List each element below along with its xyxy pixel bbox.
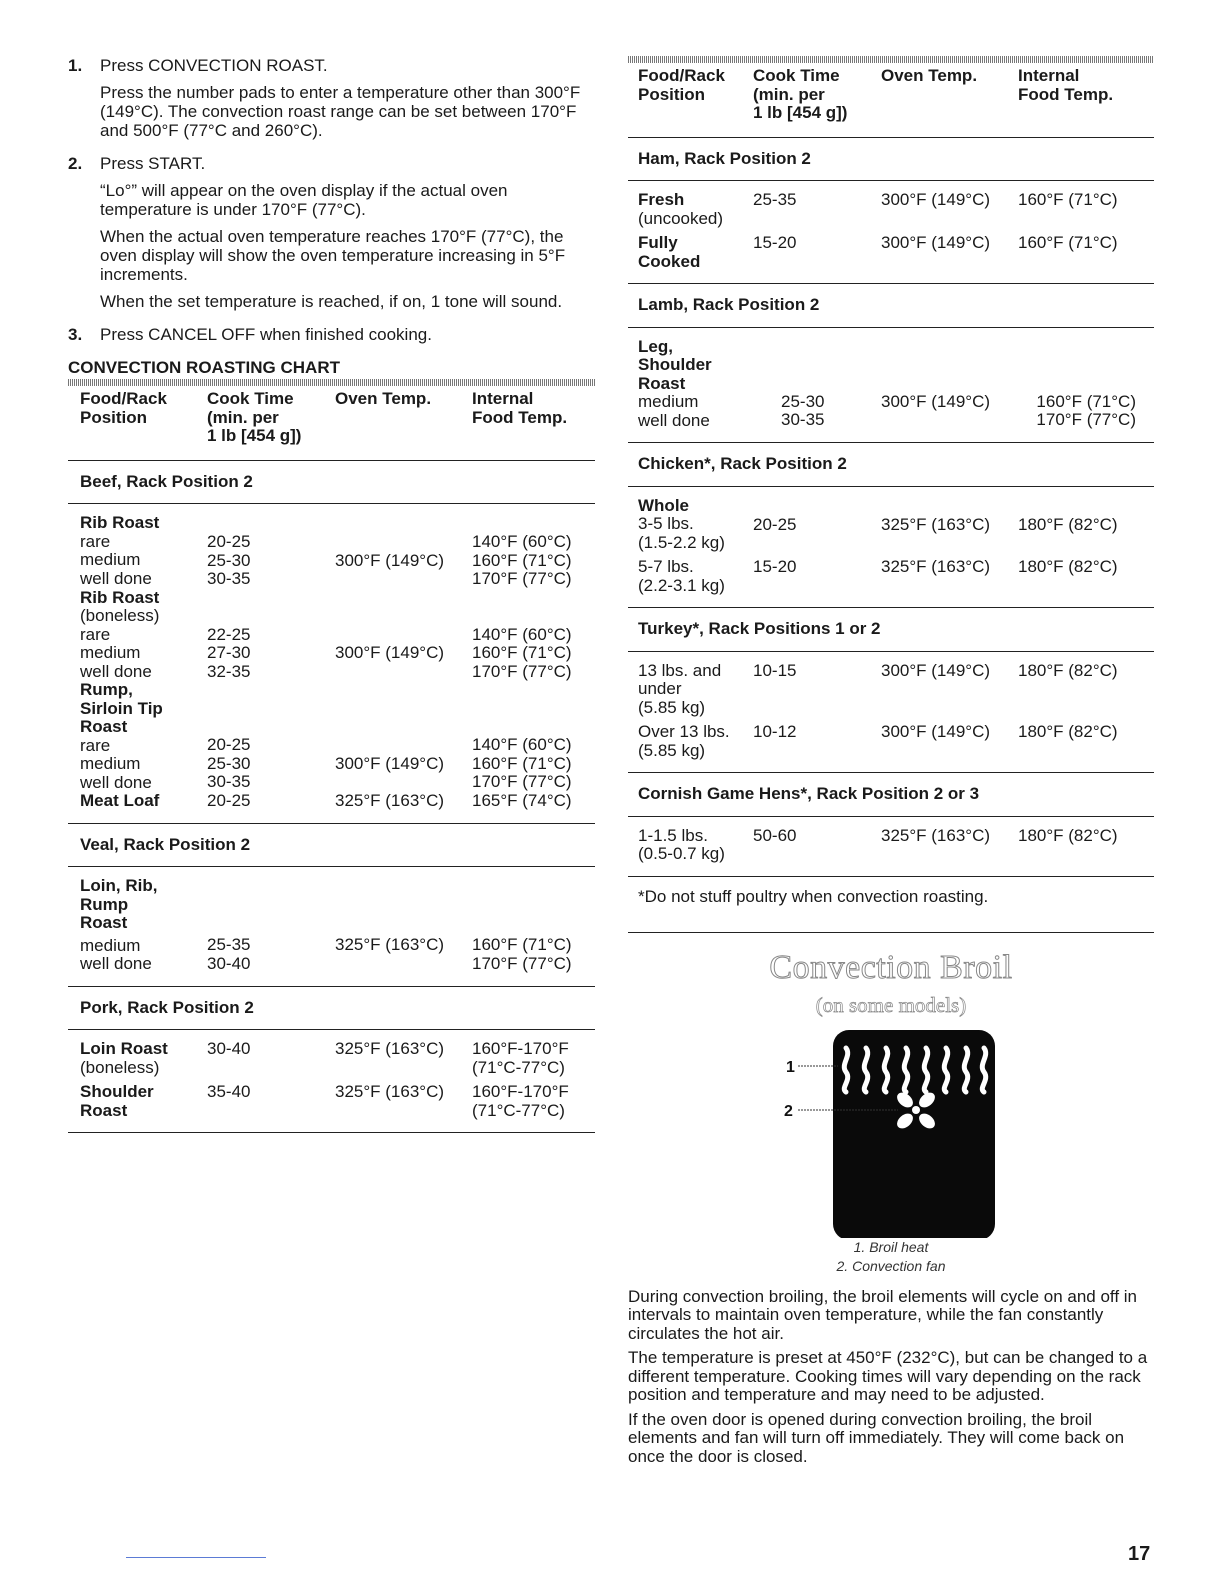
- step-title: Press CONVECTION ROAST.: [100, 56, 328, 75]
- step-item: [68, 325, 595, 352]
- header-food: Food/Rack Position: [628, 63, 753, 137]
- table-row: Meat Loaf 20-25 325°F (163°C) 165°F (74°C): [68, 792, 595, 823]
- step-item: [68, 56, 595, 148]
- table-row: Loin, Rib, Rump Roast medium well done 25-35 30-40 325°F (163°C) 160°F (71°C) 170°F (77°C): [68, 867, 595, 987]
- step-title: Press CANCEL OFF when finished cooking.: [100, 325, 432, 344]
- roasting-table-right: [628, 63, 1154, 877]
- section-veal: Veal, Rack Position 2: [68, 823, 595, 867]
- table-row: 1-1.5 lbs. (0.5-0.7 kg) 50-60 325°F (163°C) 180°F (82°C): [628, 816, 1154, 876]
- oven-cavity-illustration: [628, 1028, 1154, 1238]
- step-number: 2.: [68, 154, 83, 173]
- table-row: Fully Cooked 15-20 300°F (149°C) 160°F (71°C): [628, 228, 1154, 284]
- step-paragraph: When the set temperature is reached, if on, 1 tone will sound.: [100, 292, 563, 311]
- header-oven: Oven Temp.: [881, 63, 1018, 137]
- section-subtitle: (on some models): [815, 992, 967, 1017]
- table-row: Loin Roast (boneless) 30-40 325°F (163°C) 160°F-170°F (71°C-77°C): [80, 1039, 569, 1077]
- section-title: Convection Broil: [769, 948, 1013, 986]
- section-cornish: Cornish Game Hens*, Rack Position 2 or 3: [628, 773, 1154, 817]
- table-header-row: [628, 63, 1154, 137]
- callout-1: 1: [786, 1058, 795, 1076]
- step-number: 3.: [68, 325, 83, 344]
- paragraph: The temperature is preset at 450°F (232°C), but can be changed to a different temperature. Cooking times will vary depending on the rack position and temperature and may need to be adjusted.: [628, 1348, 1148, 1404]
- header-time: Cook Time (min. per 1 lb [454 g]): [207, 386, 335, 460]
- header-internal: Internal Food Temp.: [1018, 63, 1154, 137]
- left-column: [68, 56, 595, 1133]
- section-pork: Pork, Rack Position 2: [68, 986, 595, 1030]
- table-row: Rib Roast (boneless) rare medium well done 22-25 27-30 32-35 300°F (149°C) 140°F (60°C) 160°F (71°C) 170°F (77°C): [80, 587, 572, 681]
- section-chicken: Chicken*, Rack Position 2: [628, 443, 1154, 487]
- step-item: [68, 154, 595, 319]
- table-row: Shoulder Roast 35-40 325°F (163°C) 160°F-170°F (71°C-77°C): [68, 1077, 595, 1133]
- header-oven: Oven Temp.: [335, 386, 472, 460]
- step-paragraph: “Lo°” will appear on the oven display if the actual oven temperature is under 170°F (77°C).: [100, 181, 508, 219]
- table-header-row: [68, 386, 595, 460]
- step-paragraph: Press the number pads to enter a temperature other than 300°F (149°C). The convection roast range can be set between 170°F and 500°F (77°C and 260°C).: [100, 83, 581, 140]
- oven-diagram: [628, 1028, 1154, 1238]
- paragraph: During convection broiling, the broil elements will cycle on and off in intervals to maintain oven temperature, while the fan constantly circulates the hot air.: [628, 1286, 1138, 1343]
- table-row: Fresh (uncooked) 25-35 300°F (149°C) 160°F (71°C): [638, 190, 1118, 228]
- roasting-table-left: [68, 386, 595, 1133]
- callout-2: 2: [784, 1102, 793, 1120]
- header-time: Cook Time (min. per 1 lb [454 g]): [753, 63, 881, 137]
- page-number: 17: [1128, 1543, 1151, 1565]
- section-turkey: Turkey*, Rack Positions 1 or 2: [628, 608, 1154, 652]
- table-row: Leg, Shoulder Roast medium well done 25-30 30-35 300°F (149°C) 160°F (71°C) 170°F (77°C): [628, 327, 1154, 443]
- table-row: Rump, Sirloin Tip Roast rare medium well done 20-25 25-30 30-35 300°F (149°C) 140°F (60°C) 160°F (71°C) 170°F (77°C): [80, 680, 572, 792]
- paragraph: If the oven door is opened during convection broiling, the broil elements and fan will turn off immediately. They will come back on once the door is closed.: [628, 1409, 1125, 1466]
- right-column: [628, 56, 1154, 1466]
- caption-2: 2. Convection fan: [836, 1257, 946, 1274]
- header-internal: Internal Food Temp.: [472, 386, 595, 460]
- table-row: Over 13 lbs. (5.85 kg) 10-12 300°F (149°C) 180°F (82°C): [628, 717, 1154, 773]
- instruction-steps: [68, 56, 595, 352]
- table-row: 13 lbs. and under (5.85 kg) 10-15 300°F (149°C) 180°F (82°C): [638, 660, 1118, 717]
- table-row: Rib Roast rare medium well done 20-25 25-30 30-35 300°F (149°C) 140°F (60°C) 160°F (71°C) 170°F (77°C): [80, 513, 572, 588]
- footer-link-rule: [126, 1557, 266, 1558]
- section-rule: [628, 932, 1154, 933]
- footnote: *Do not stuff poultry when convection roasting.: [638, 886, 989, 906]
- step-paragraph: When the actual oven temperature reaches 170°F (77°C), the oven display will show the oven temperature increasing in 5°F increments.: [100, 227, 566, 284]
- section-beef: Beef, Rack Position 2: [68, 460, 595, 504]
- section-lamb: Lamb, Rack Position 2: [628, 284, 1154, 328]
- caption-1: 1. Broil heat: [853, 1238, 929, 1255]
- dotted-rule: [628, 56, 1154, 63]
- step-number: 1.: [68, 56, 83, 75]
- step-title: Press START.: [100, 154, 206, 173]
- section-ham: Ham, Rack Position 2: [628, 137, 1154, 181]
- dotted-rule: [68, 379, 595, 386]
- table-row: Whole 3-5 lbs. (1.5-2.2 kg) 20-25 325°F (163°C) 180°F (82°C): [638, 495, 1118, 552]
- table-row: 5-7 lbs. (2.2-3.1 kg) 15-20 325°F (163°C) 180°F (82°C): [628, 552, 1154, 608]
- broil-text: [628, 1288, 1154, 1467]
- header-food: Food/Rack Position: [68, 386, 207, 460]
- chart-title: CONVECTION ROASTING CHART: [68, 358, 340, 377]
